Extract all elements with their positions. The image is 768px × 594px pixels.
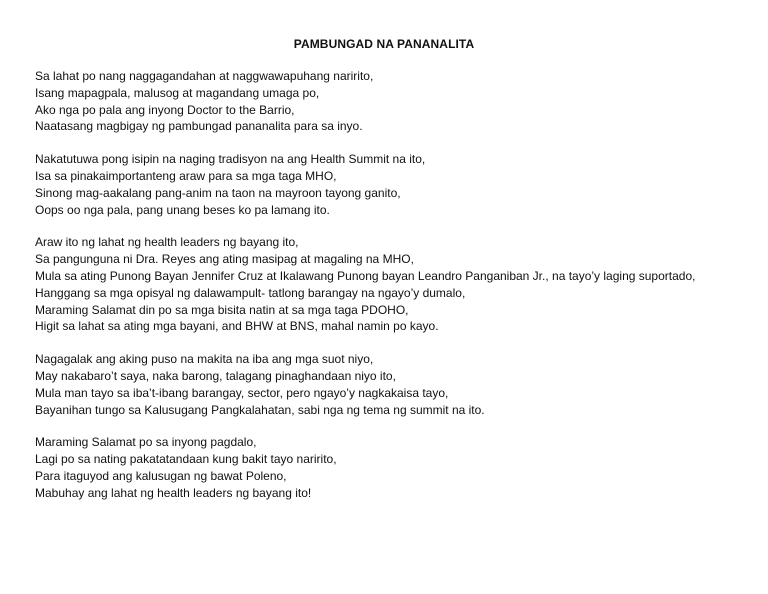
text-line: Ako nga po pala ang inyong Doctor to the Barrio, bbox=[35, 102, 295, 117]
text-line: Maraming Salamat din po sa mga bisita natin at sa mga taga PDOHO, bbox=[35, 302, 409, 317]
stanza-4 bbox=[35, 351, 755, 418]
stanza-3 bbox=[35, 234, 755, 335]
text-line: Araw ito ng lahat ng health leaders ng bayang ito, bbox=[35, 235, 299, 250]
text-line: Sa pangunguna ni Dra. Reyes ang ating masipag at magaling na MHO, bbox=[35, 252, 414, 267]
text-line: May nakabaro’t saya, naka barong, talagang pinaghandaan niyo ito, bbox=[35, 368, 396, 383]
text-line: Mabuhay ang lahat ng health leaders ng bayang ito! bbox=[35, 485, 312, 500]
text-line: Naatasang magbigay ng pambungad pananalita para sa inyo. bbox=[35, 119, 363, 134]
text-line: Hanggang sa mga opisyal ng dalawampult- tatlong barangay na ngayo’y dumalo, bbox=[35, 285, 466, 300]
document-title: PAMBUNGAD NA PANANALITA bbox=[293, 37, 475, 51]
text-line: Mula sa ating Punong Bayan Jennifer Cruz at Ikalawang Punong bayan Leandro Panganiban Jr., na tayo’y laging suportado, bbox=[35, 268, 696, 283]
stanza-1 bbox=[35, 68, 755, 135]
text-line: Bayanihan tungo sa Kalusugang Pangkalahatan, sabi nga ng tema ng summit na ito. bbox=[35, 402, 485, 417]
text-line: Higit sa lahat sa ating mga bayani, and BHW at BNS, mahal namin po kayo. bbox=[35, 319, 439, 334]
text-line: Isang mapagpala, malusog at magandang umaga po, bbox=[35, 85, 320, 100]
text-line: Oops oo nga pala, pang unang beses ko pa lamang ito. bbox=[35, 202, 330, 217]
text-line: Maraming Salamat po sa inyong pagdalo, bbox=[35, 435, 257, 450]
text-line: Para itaguyod ang kalusugan ng bawat Poleno, bbox=[35, 468, 287, 483]
speech-body bbox=[35, 68, 755, 518]
text-line: Sinong mag-aakalang pang-anim na taon na mayroon tayong ganito, bbox=[35, 185, 401, 200]
text-line: Sa lahat po nang naggagandahan at naggwawapuhang naririto, bbox=[35, 69, 374, 83]
stanza-5 bbox=[35, 434, 755, 501]
text-line: Mula man tayo sa iba’t-ibang barangay, sector, pero ngayo’y nagkakaisa tayo, bbox=[35, 385, 449, 400]
text-line: Nagagalak ang aking puso na makita na iba ang mga suot niyo, bbox=[35, 352, 374, 367]
text-line: Lagi po sa nating pakatatandaan kung bakit tayo naririto, bbox=[35, 452, 337, 467]
stanza-2 bbox=[35, 151, 755, 218]
text-line: Nakatutuwa pong isipin na naging tradisyon na ang Health Summit na ito, bbox=[35, 152, 426, 167]
text-line: Isa sa pinakaimportanteng araw para sa mga taga MHO, bbox=[35, 168, 337, 183]
